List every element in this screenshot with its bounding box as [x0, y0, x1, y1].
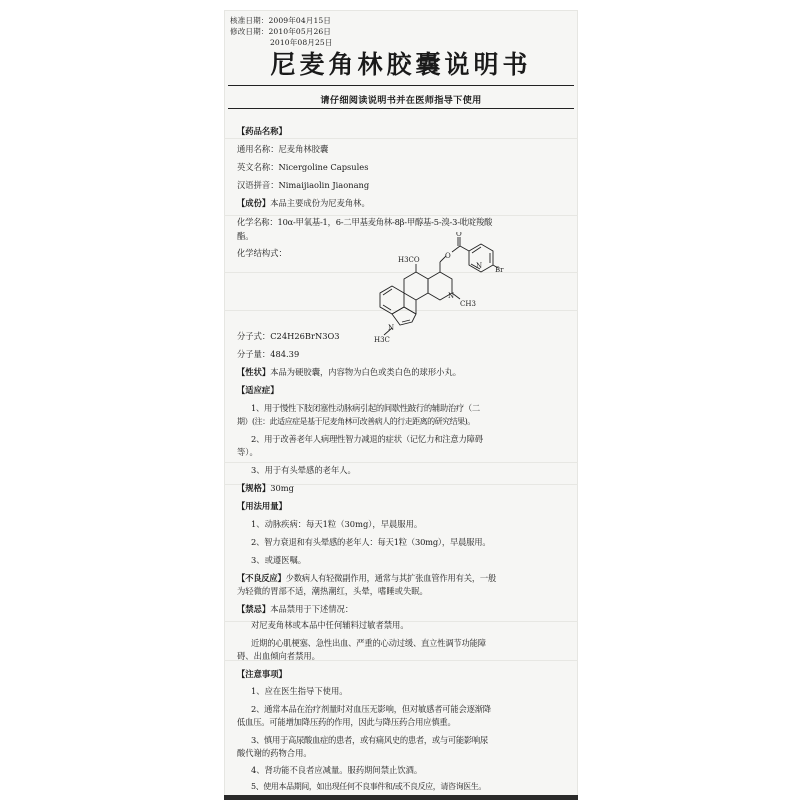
precaution-2-line-2: 低血压。可能增加降压药的作用，因此与降压药合用应慎重。 [237, 717, 456, 727]
precaution-2-line-1: 2、通常本品在治疗剂量时对血压无影响，但对敏感者可能会逐渐降 [251, 704, 491, 714]
dosage-3: 3、或遵医嘱。 [251, 555, 307, 565]
precaution-4: 4、肾功能不良者应减量。服药期间禁止饮酒。 [251, 765, 423, 775]
carbonyl-oxygen-label: O [456, 232, 462, 238]
contra-2-line-1: 近期的心肌梗塞、急性出血、严重的心动过缓、直立性调节功能障 [251, 638, 486, 648]
title-rule [228, 85, 574, 86]
approval-date: 核准日期：2009年04月15日 [230, 16, 331, 25]
subtitle-rule [228, 108, 574, 109]
adverse-line-1 [237, 573, 496, 584]
precaution-3-line-1: 3、慎用于高尿酸血症的患者，或有痛风史的患者，或与可能影响尿 [251, 735, 488, 745]
spec-text: 30mg [270, 483, 294, 493]
adverse-heading: 【不良反应】 [237, 573, 286, 583]
molecular-formula: 分子式：C24H26BrN3O3 [237, 331, 340, 341]
adverse-line-2: 为轻微的胃部不适，潮热潮红，头晕，嗜睡或失眠。 [237, 586, 428, 596]
indole-methyl-label: H3C [374, 336, 390, 344]
generic-name: 通用名称：尼麦角林胶囊 [237, 144, 329, 154]
composition-text: 本品主要成份为尼麦角林。 [270, 198, 370, 208]
spec-heading: 【规格】 [237, 483, 271, 493]
revision-date-2: 2010年08月25日 [270, 38, 333, 47]
spec-line [237, 483, 294, 494]
precaution-3-line-2: 酸代谢的药物合用。 [237, 748, 312, 758]
contra-2-line-2: 碍、出血倾向者禁用。 [237, 651, 320, 661]
english-name: 英文名称：Nicergoline Capsules [237, 162, 369, 172]
bottom-edge-band [224, 795, 578, 800]
indication-1-line-1: 1、用于慢性下肢闭塞性动脉病引起的间歇性跛行的辅助治疗（二 [251, 403, 480, 413]
ester-oxygen-label: O [445, 252, 451, 260]
dosage-2: 2、智力衰退和有头晕感的老年人：每天1粒（30mg），早晨服用。 [251, 537, 491, 547]
structure-label: 化学结构式： [237, 248, 287, 258]
adverse-text-1: 少数病人有轻微副作用，通常与其扩张血管作用有关，一般 [285, 573, 497, 583]
methyl-label: CH3 [460, 300, 476, 308]
leaflet-title: 尼麦角林胶囊说明书 [270, 50, 532, 79]
character-heading: 【性状】 [237, 367, 271, 377]
dosage-1: 1、动脉疾病：每天1粒（30mg），早晨服用。 [251, 519, 423, 529]
dosage-heading: 【用法用量】 [237, 501, 287, 511]
pyridine-nitrogen-label: N [476, 262, 483, 270]
character-text: 本品为硬胶囊，内容物为白色或类白色的球形小丸。 [270, 367, 462, 377]
contra-heading: 【禁忌】 [237, 604, 271, 614]
drug-name-heading: 【药品名称】 [237, 126, 287, 136]
contra-1: 对尼麦角林或本品中任何辅料过敏者禁用。 [251, 620, 409, 630]
methoxy-label: H3CO [398, 256, 420, 264]
indole-nitrogen-label: N [388, 324, 395, 332]
chemical-name-line-2: 酯。 [237, 231, 254, 241]
leaflet-sheet [224, 10, 578, 800]
revision-date: 修改日期：2010年05月26日 [230, 27, 331, 36]
composition-line [237, 198, 370, 209]
indication-1-line-2: 期）(注：此适应症是基于尼麦角林可改善病人的行走距离的研究结果)。 [237, 417, 475, 426]
character-line [237, 367, 461, 378]
bromine-label: Br [495, 266, 504, 274]
indication-2-line-2: 等）。 [237, 447, 258, 457]
precaution-5: 5、使用本品期间，如出现任何不良事件和/或不良反应，请咨询医生。 [251, 782, 486, 791]
indication-3: 3、用于有头晕感的老年人。 [251, 465, 356, 475]
precautions-heading: 【注意事项】 [237, 669, 287, 679]
contra-line [237, 604, 353, 615]
amine-nitrogen-label: N [448, 292, 455, 300]
precaution-1: 1、应在医生指导下使用。 [251, 686, 348, 696]
composition-heading: 【成份】 [237, 198, 271, 208]
contra-text: 本品禁用于下述情况： [270, 604, 354, 614]
indication-2-line-1: 2、用于改善老年人病理性智力减退的症状（记忆力和注意力障碍 [251, 434, 483, 444]
leaflet-subtitle: 请仔细阅读说明书并在医师指导下使用 [320, 95, 482, 106]
pinyin-name: 汉语拼音：Nimaijiaolin Jiaonang [237, 180, 370, 190]
chemical-name-line-1: 化学名称：10α-甲氧基-1，6-二甲基麦角林-8β-甲醇基-5-溴-3-吡啶羧酸 [237, 217, 493, 227]
molecular-weight: 分子量：484.39 [237, 349, 300, 359]
indications-heading: 【适应症】 [237, 385, 279, 395]
chemical-structure-diagram [374, 232, 504, 362]
